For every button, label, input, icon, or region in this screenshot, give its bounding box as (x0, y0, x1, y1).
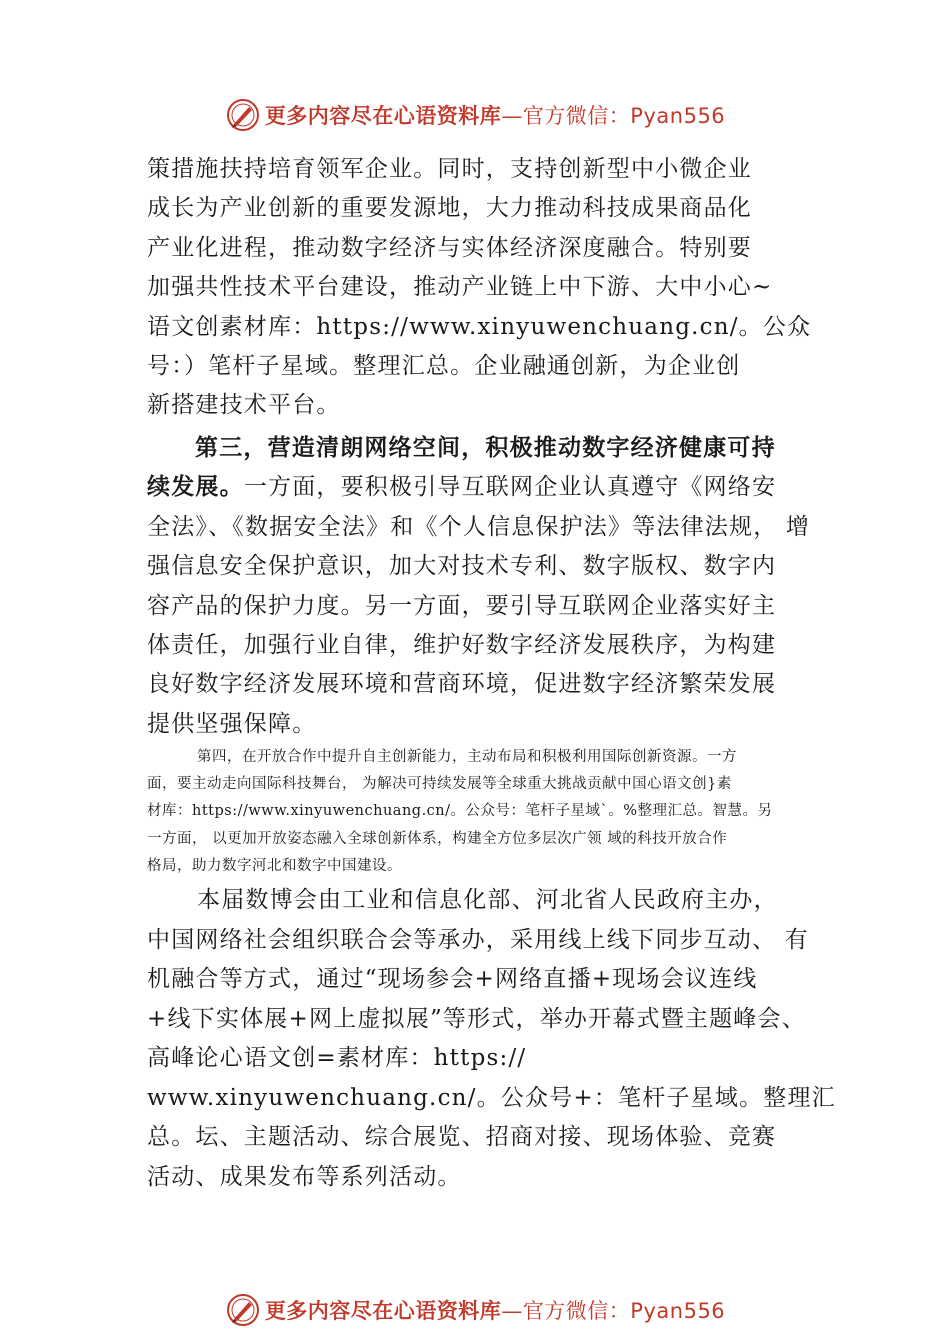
text-line: 语文创素材库：https://www.xinyuwenchuang.cn/。公众 (147, 313, 812, 340)
paragraph-4 (147, 881, 837, 1197)
footer-banner (0, 1290, 950, 1330)
text-line: 号：）笔杆子星域。整理汇总。企业融通创新，为企业创 (147, 353, 741, 380)
paragraph-3 (147, 744, 837, 880)
text-line: +线下实体展+网上虚拟展”等形式，举办开幕式暨主题峰会、 (147, 1005, 806, 1032)
text-line: 良好数字经济发展环境和营商环境，促进数字经济繁荣发展 (147, 671, 777, 698)
text-line: 一方面， 以更加开放姿态融入全球创新体系，构建全方位多层次广领 域的科技开放合作 (147, 830, 728, 847)
text-line: 总。坛、主题活动、综合展览、招商对接、现场体验、竞赛 (147, 1124, 777, 1150)
paragraph-2 (147, 428, 837, 744)
header-main-text: 更多内容尽在心语资料库 (264, 104, 502, 128)
header-wechat-text: —官方微信：Pyan556 (501, 104, 726, 128)
text-line: 材库：https://www.xinyuwenchuang.cn/。公众号：笔杆子星域`。%整理汇总。智慧。另 (147, 803, 773, 820)
footer-wechat-text: —官方微信：Pyan556 (501, 1299, 726, 1323)
text-line (147, 467, 837, 507)
text-line: 高峰论心语文创=素材库：https:// (147, 1045, 527, 1071)
text-line: 产业化进程，推动数字经济与实体经济深度融合。特别要 (147, 234, 752, 261)
pen-logo-icon (225, 1292, 261, 1328)
text-line: 格局，助力数字河北和数字中国建设。 (147, 857, 402, 874)
text-line: 加强共性技术平台建设，推动产业链上中下游、大中小心~ (147, 274, 773, 301)
text-line: 中国网络社会组织联合会等承办，采用线上线下同步互动、 有 (147, 926, 809, 953)
text-line: 本届数博会由工业和信息化部、河北省人民政府主办， (197, 887, 778, 913)
text-line: 全法》、《数据安全法》和《个人信息保护法》等法律法规， 增 (147, 513, 811, 540)
section-heading: 第三，营造清朗网络空间，积极推动数字经济健康可持 (195, 434, 776, 461)
text-line: 面，要主动走向国际科技舞台， 为解决可持续发展等全球重大挑战贡献中国心语文创}素 (147, 776, 732, 793)
text-line: 第四，在开放合作中提升自主创新能力，主动布局和积极利用国际创新资源。一方 (197, 749, 737, 765)
text-line: 新搭建技术平台。 (147, 392, 341, 419)
text-line: 强信息安全保护意识，加大对技术专利、数字版权、数字内 (147, 553, 777, 580)
text-line: www.xinyuwenchuang.cn/。公众号+：笔杆子星域。整理汇 (147, 1084, 836, 1111)
footer-text (265, 1295, 725, 1325)
text-line: 体责任，加强行业自律，维护好数字经济发展秩序，为构建 (147, 632, 777, 659)
header-text (265, 100, 725, 130)
pen-logo-icon (225, 97, 261, 133)
section-heading-end: 续发展。 (147, 473, 244, 501)
header-banner (0, 95, 950, 135)
text-line: 成长为产业创新的重要发源地，大力推动科技成果商品化 (147, 195, 752, 222)
text-line: 容产品的保护力度。另一方面，要引导互联网企业落实好主 (147, 592, 777, 619)
text-line-rest: 一方面，要积极引导互联网企业认真遵守《网络安 (243, 474, 777, 501)
text-line: 机融合等方式，通过“现场参会+网络直播+现场会议连线 (147, 966, 758, 992)
text-line: 提供坚强保障。 (147, 710, 317, 737)
footer-main-text: 更多内容尽在心语资料库 (264, 1299, 502, 1323)
text-line: 策措施扶持培育领军企业。同时，支持创新型中小微企业 (147, 156, 752, 182)
paragraph-1 (147, 150, 837, 426)
text-line: 活动、成果发布等系列活动。 (147, 1163, 462, 1190)
